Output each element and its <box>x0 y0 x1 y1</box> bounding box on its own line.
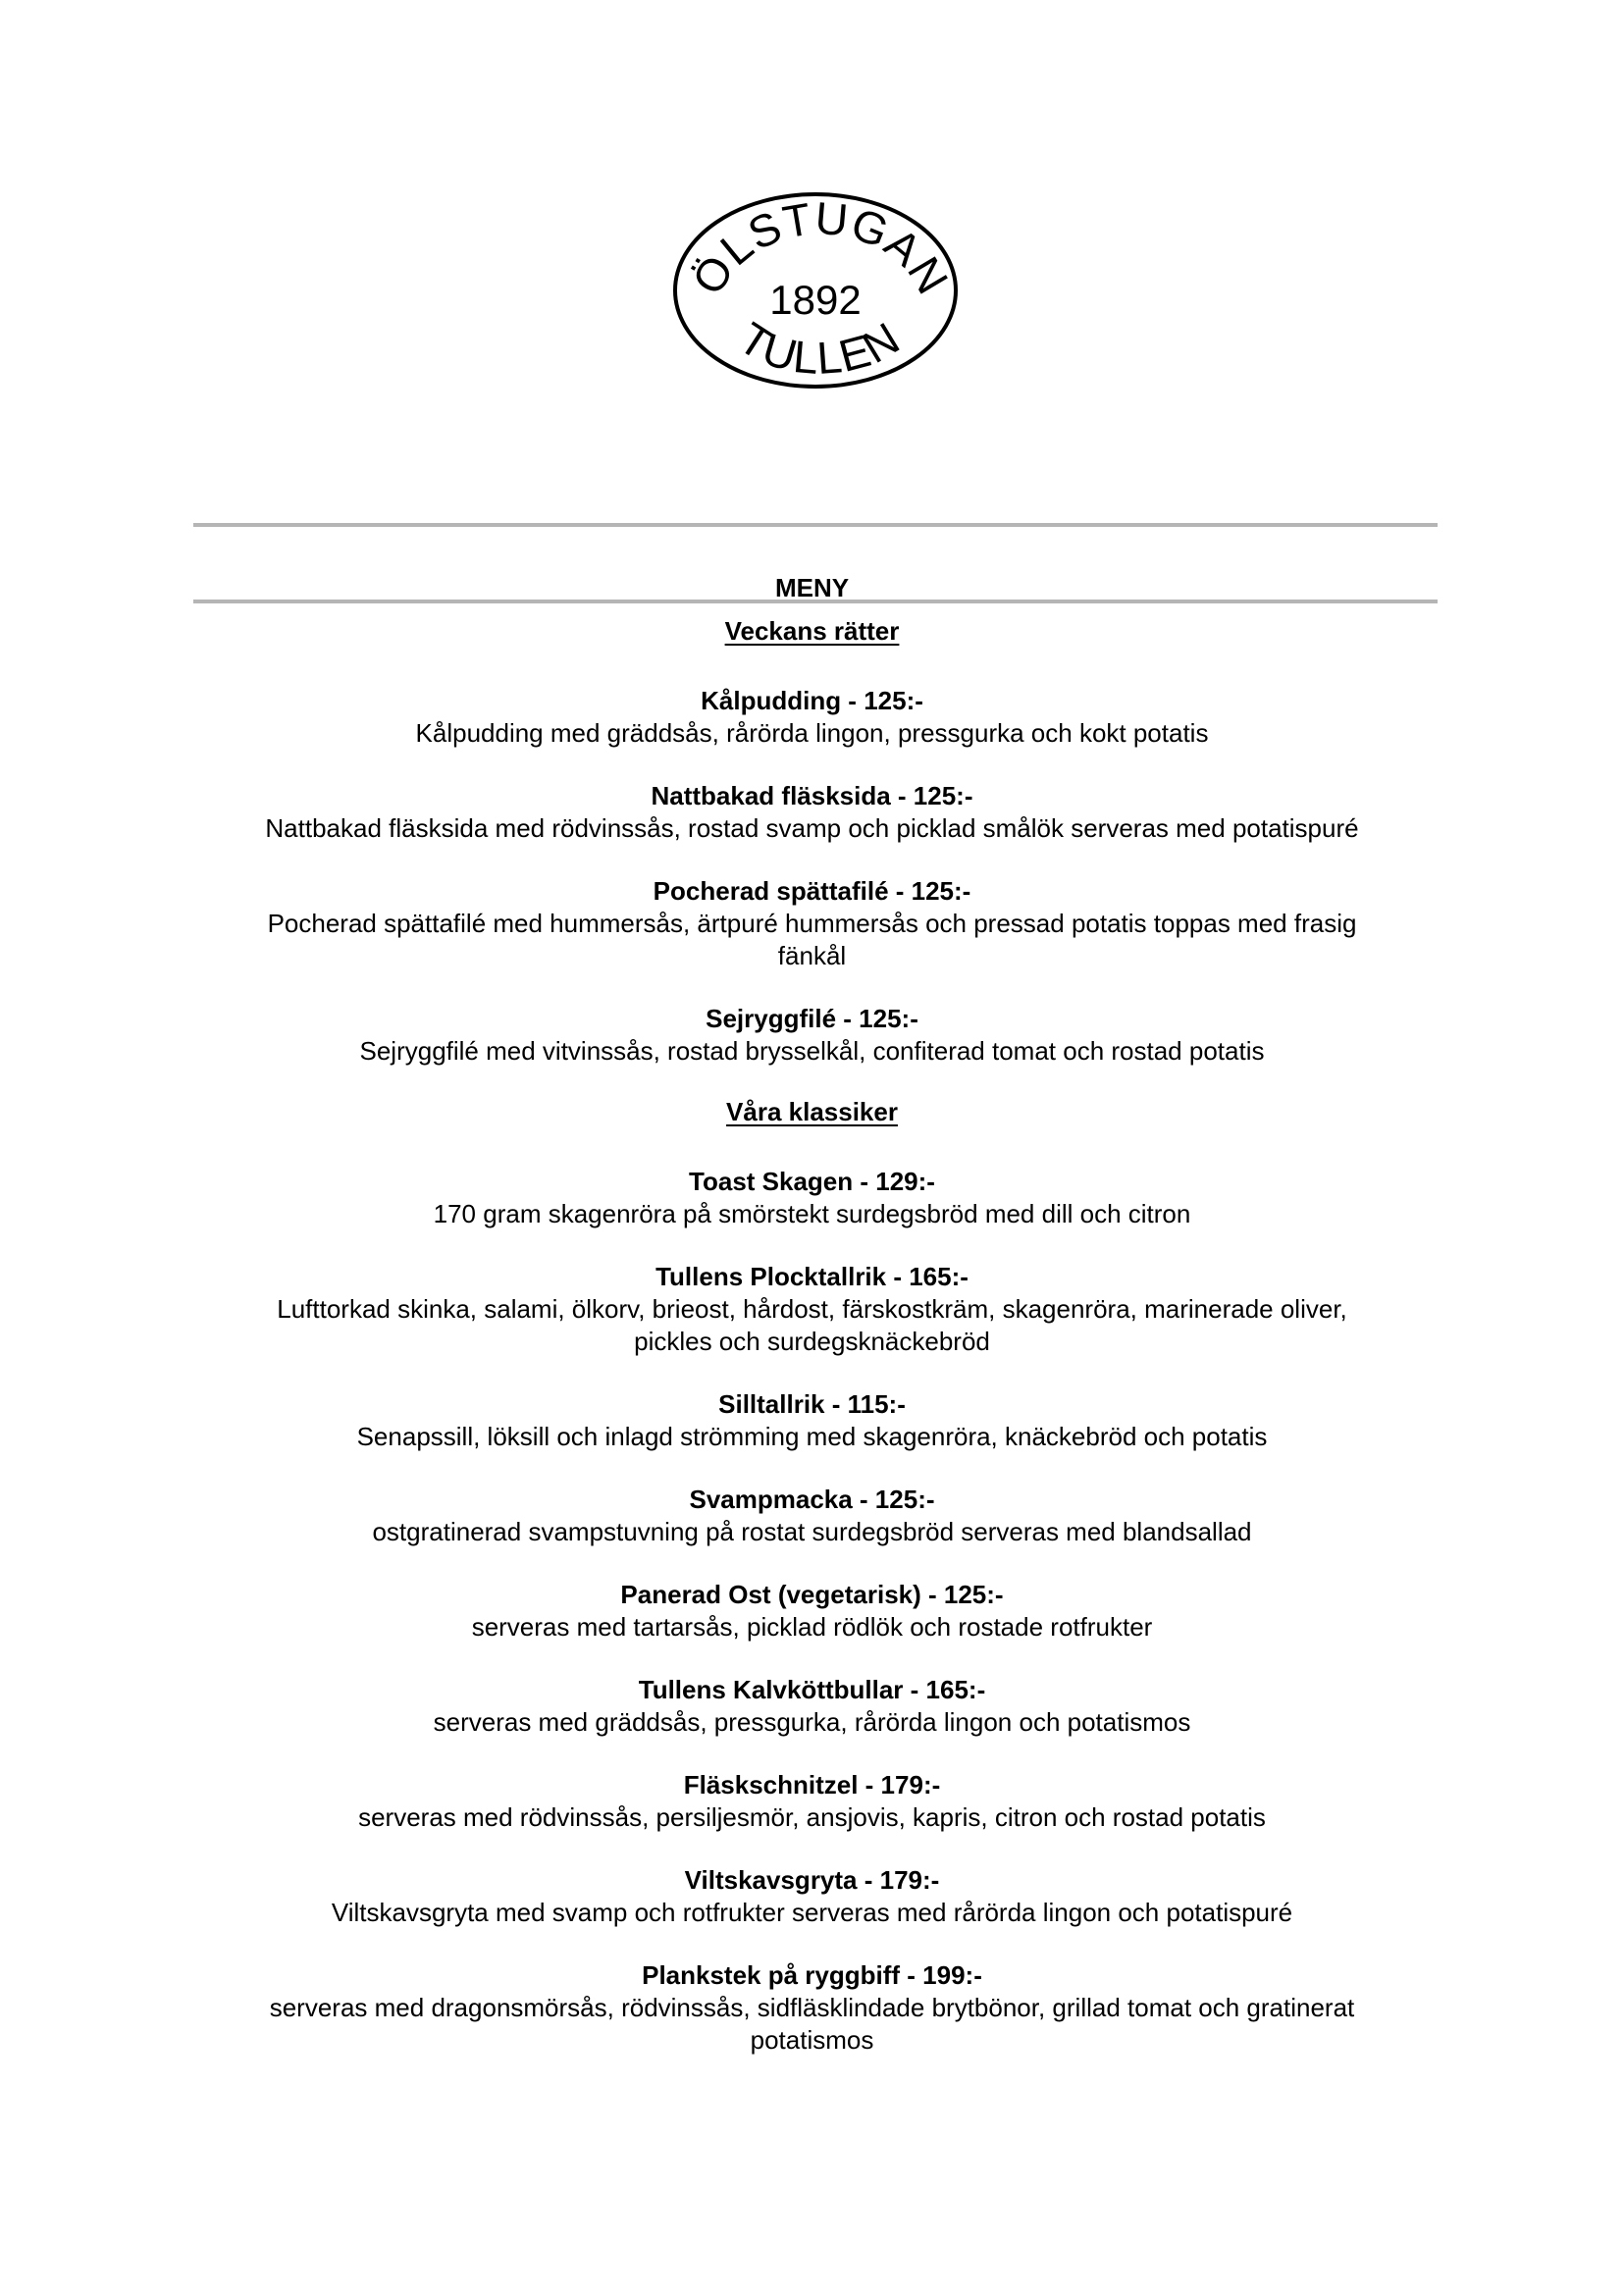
dish-item <box>255 1484 1369 1548</box>
olstugan-logo <box>670 189 961 391</box>
dish-item <box>255 1579 1369 1643</box>
dish-description: Senapssill, löksill och inlagd strömming med skagenröra, knäckebröd och potatis <box>356 1422 1268 1451</box>
dish-item <box>255 685 1369 750</box>
logo-top-text: ÖLSTUGAN <box>681 191 960 303</box>
dish-name: Silltallrik - 115:- <box>718 1389 906 1419</box>
dish-item <box>255 1388 1369 1453</box>
dish-name: Kålpudding - 125:- <box>701 686 923 715</box>
dish-item <box>255 780 1369 845</box>
dish-item <box>255 875 1369 972</box>
top-divider <box>193 523 1438 527</box>
dish-description: serveras med tartarsås, picklad rödlök och rostade rotfrukter <box>471 1612 1153 1642</box>
dish-item <box>255 1864 1369 1929</box>
section-title: Veckans rätter <box>724 616 900 646</box>
logo-year: 1892 <box>769 277 862 323</box>
dish-name: Fläskschnitzel - 179:- <box>683 1770 941 1799</box>
dish-description: Kålpudding med gräddsås, rårörda lingon, pressgurka och kokt potatis <box>415 718 1209 748</box>
dish-item <box>255 1261 1369 1358</box>
section-title: Våra klassiker <box>726 1097 898 1126</box>
menu-content <box>255 615 1369 2057</box>
dish-description: serveras med gräddsås, pressgurka, rårörda lingon och potatismos <box>433 1707 1191 1737</box>
dish-name: Nattbakad fläsksida - 125:- <box>651 781 973 810</box>
section-vara-klassiker <box>255 1096 1369 2057</box>
dish-name: Svampmacka - 125:- <box>689 1485 935 1514</box>
dish-item <box>255 1959 1369 2057</box>
dish-name: Tullens Kalvköttbullar - 165:- <box>638 1675 986 1704</box>
dish-name: Tullens Plocktallrik - 165:- <box>655 1262 969 1291</box>
dish-description: Viltskavsgryta med svamp och rotfrukter serveras med rårörda lingon och potatispuré <box>331 1898 1293 1927</box>
dish-description: 170 gram skagenröra på smörstekt surdegsbröd med dill och citron <box>433 1199 1191 1228</box>
dish-item <box>255 1166 1369 1230</box>
bottom-divider <box>193 600 1438 603</box>
dish-name: Pocherad spättafilé - 125:- <box>653 876 971 906</box>
dish-description: Sejryggfilé med vitvinssås, rostad brysselkål, confiterad tomat och rostad potatis <box>359 1036 1265 1066</box>
dish-item <box>255 1674 1369 1739</box>
dish-description: Pocherad spättafilé med hummersås, ärtpuré hummersås och pressad potatis toppas med frasig fänkål <box>267 909 1357 970</box>
dish-description: serveras med rödvinssås, persiljesmör, ansjovis, kapris, citron och rostad potatis <box>358 1802 1266 1832</box>
dish-item <box>255 1769 1369 1834</box>
dish-description: Nattbakad fläsksida med rödvinssås, rostad svamp och picklad smålök serveras med potatispuré <box>265 813 1359 843</box>
dish-description: Lufttorkad skinka, salami, ölkorv, brieost, hårdost, färskostkräm, skagenröra, marinerade oliver, pickles och surdegsknäckebröd <box>277 1294 1347 1356</box>
dish-item <box>255 1003 1369 1068</box>
menu-title: MENY <box>774 573 850 602</box>
dish-description: ostgratinerad svampstuvning på rostat surdegsbröd serveras med blandsallad <box>372 1517 1252 1546</box>
dish-description: serveras med dragonsmörsås, rödvinssås, sidfläsklindade brytbönor, grillad tomat och gratinerat potatismos <box>269 1993 1355 2055</box>
dish-name: Toast Skagen - 129:- <box>689 1167 935 1196</box>
dish-name: Panerad Ost (vegetarisk) - 125:- <box>620 1580 1004 1609</box>
dish-name: Sejryggfilé - 125:- <box>706 1004 918 1033</box>
section-veckans-ratter <box>255 615 1369 1068</box>
dish-name: Viltskavsgryta - 179:- <box>684 1865 940 1895</box>
dish-name: Plankstek på ryggbiff - 199:- <box>642 1960 982 1990</box>
logo-bottom-text: TULLEN <box>730 311 909 385</box>
